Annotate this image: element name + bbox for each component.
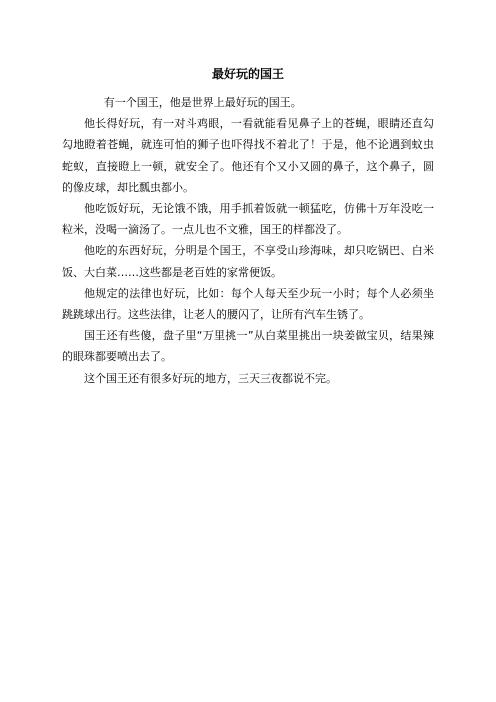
paragraph-conclusion: 这个国王还有很多好玩的地方，三天三夜都说不完。 (84, 371, 337, 385)
paragraph-intro: 有一个国王，他是世界上最好玩的国王。 (103, 96, 302, 109)
paragraph-laws: 他规定的法律也好玩，比如：每个人每天至少玩一小时；每个人必须坐跳跳球出行。这些法律，让老人的腰闪了，让所有汽车生锈了。 (62, 286, 434, 322)
document-body (62, 92, 434, 389)
paragraph-appearance: 他长得好玩，有一对斗鸡眼，一看就能看见鼻子上的苍蝇，眼睛还直勾勾地瞪着苍蝇，就连可怕的狮子也吓得找不着北了！于是，他不论遇到蚊虫蛇蚁，直接瞪上一顿，就安全了。他还有个又小又圆的鼻子，这个鼻子，圆的像皮球，却比瓢虫都小。 (62, 117, 434, 194)
paragraph-food: 他吃的东西好玩，分明是个国王，不享受山珍海味，却只吃锅巴、白米饭、大白菜……这些都是老百姓的家常便饭。 (62, 244, 434, 279)
paragraph-eating: 他吃饭好玩，无论饿不饿，用手抓着饭就一顿猛吃，仿佛十万年没吃一粒米，没喝一滴汤了。一点儿也不文雅，国王的样都没了。 (62, 202, 434, 237)
paragraph-silly: 国王还有些傻，盘子里“万里挑一”从白菜里挑出一块姜做宝贝，结果辣的眼珠都要喷出去了。 (62, 329, 434, 364)
document-title: 最好玩的国王 (211, 67, 284, 81)
